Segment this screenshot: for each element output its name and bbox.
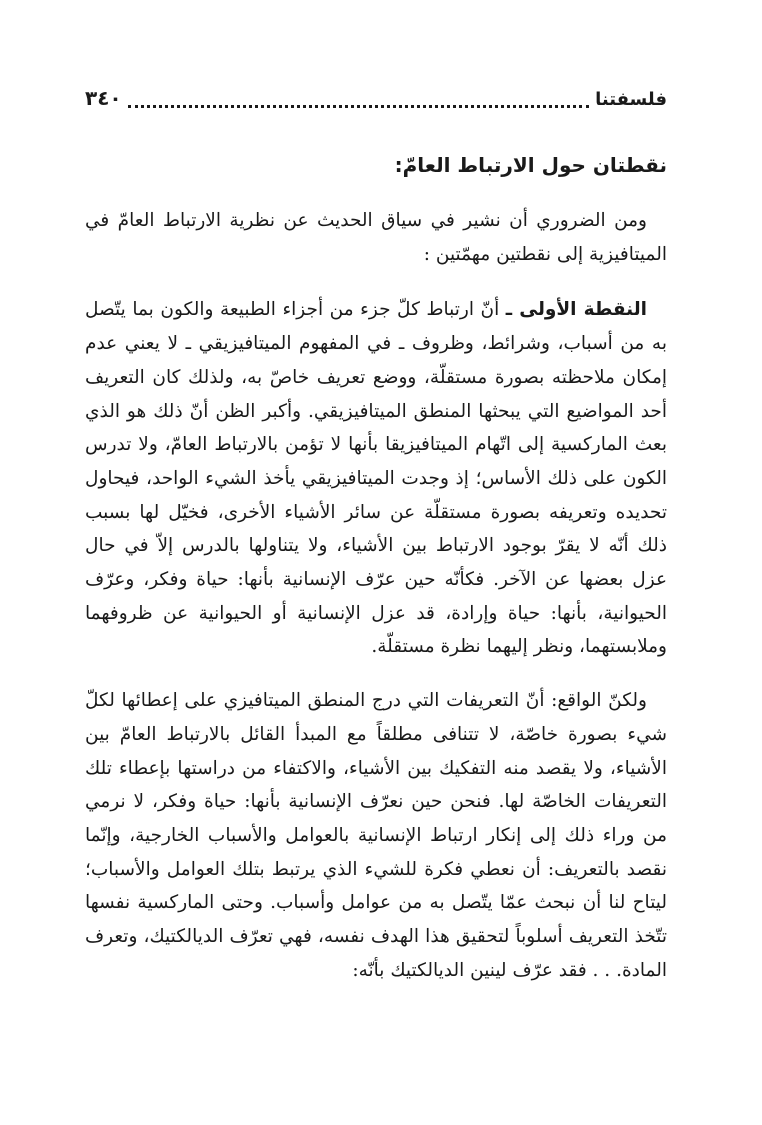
book-title: فلسفتنا — [595, 89, 667, 110]
section-heading: نقطتان حول الارتباط العامّ: — [394, 153, 667, 177]
page-number: ٣٤٠ — [85, 86, 122, 110]
first-point-label: النقطة الأولى ـ — [505, 299, 648, 321]
leader-dots — [128, 105, 590, 108]
paragraph-first-point — [85, 293, 667, 664]
paragraph-reality: ولكنّ الواقع: أنّ التعريفات التي درج المنطق الميتافيزي على إعطائها لكلّ شيء بصورة خاصّة، لا تتنافى مطلقاً مع المبدأ القائل بالارتباط العامّ بين الأشياء، ولا يقصد منه التفكيك بين الأشياء، والاكتفاء من دراستها بإعطاء تلك التعريفات الخاصّة لها. فنحن حين نعرّف الإنسانية بأنها: حياة وفكر، لا نرمي من وراء ذلك إلى إنكار ارتباط الإنسانية بالعوامل والأسباب الخارجية، وإنّما نقصد بالتعريف: أن نعطي فكرة للشيء الذي يرتبط بتلك العوامل والأسباب؛ ليتاح لنا أن نبحث عمّا يتّصل به من عوامل وأسباب. وحتى الماركسية نفسها تتّخذ التعريف أسلوباً لتحقيق هذا الهدف نفسه، فهي تعرّف الديالكتيك، وتعرف المادة. . . فقد عرّف لينين الديالكتيك بأنّه: — [85, 690, 667, 981]
running-header — [85, 86, 667, 118]
first-point-body: أنّ ارتباط كلّ جزء من أجزاء الطبيعة والكون بما يتّصل به من أسباب، وشرائط، وظروف ـ في المفهوم الميتافيزيقي ـ لا يعني عدم إمكان ملاحظته بصورة مستقلّة، ووضع تعريف خاصّ به، ولذلك كان التعريف أحد المواضيع التي يبحثها المنطق الميتافيزيقي. وأكبر الظن أنّ ذلك هو الذي بعث الماركسية إلى اتّهام الميتافيزيقا بأنها لا تؤمن بالارتباط العامّ، ولا تدرس الكون على ذلك الأساس؛ إذ وجدت الميتافيزيقي يأخذ الشيء الواحد، فيحاول تحديده وتعريفه بصورة مستقلّة عن سائر الأشياء الأخرى، فخيّل لها بسبب ذلك أنّه لا يقرّ بوجود الارتباط بين الأشياء، ولا يتناولها بالدرس إلاّ في حال عزل بعضها عن الآخر. فكأنّه حين عرّف الإنسانية بأنها: حياة وفكر، وعرّف الحيوانية، بأنها: حياة وإرادة، قد عزل الإنسانية أو الحيوانية عن ظروفهما وملابستهما، ونظر إليهما نظرة مستقلّة. — [85, 299, 667, 658]
paragraph-intro: ومن الضروري أن نشير في سياق الحديث عن نظرية الارتباط العامّ في الميتافيزية إلى نقطتين مهمّتين : — [85, 210, 667, 265]
book-page — [85, 86, 667, 987]
